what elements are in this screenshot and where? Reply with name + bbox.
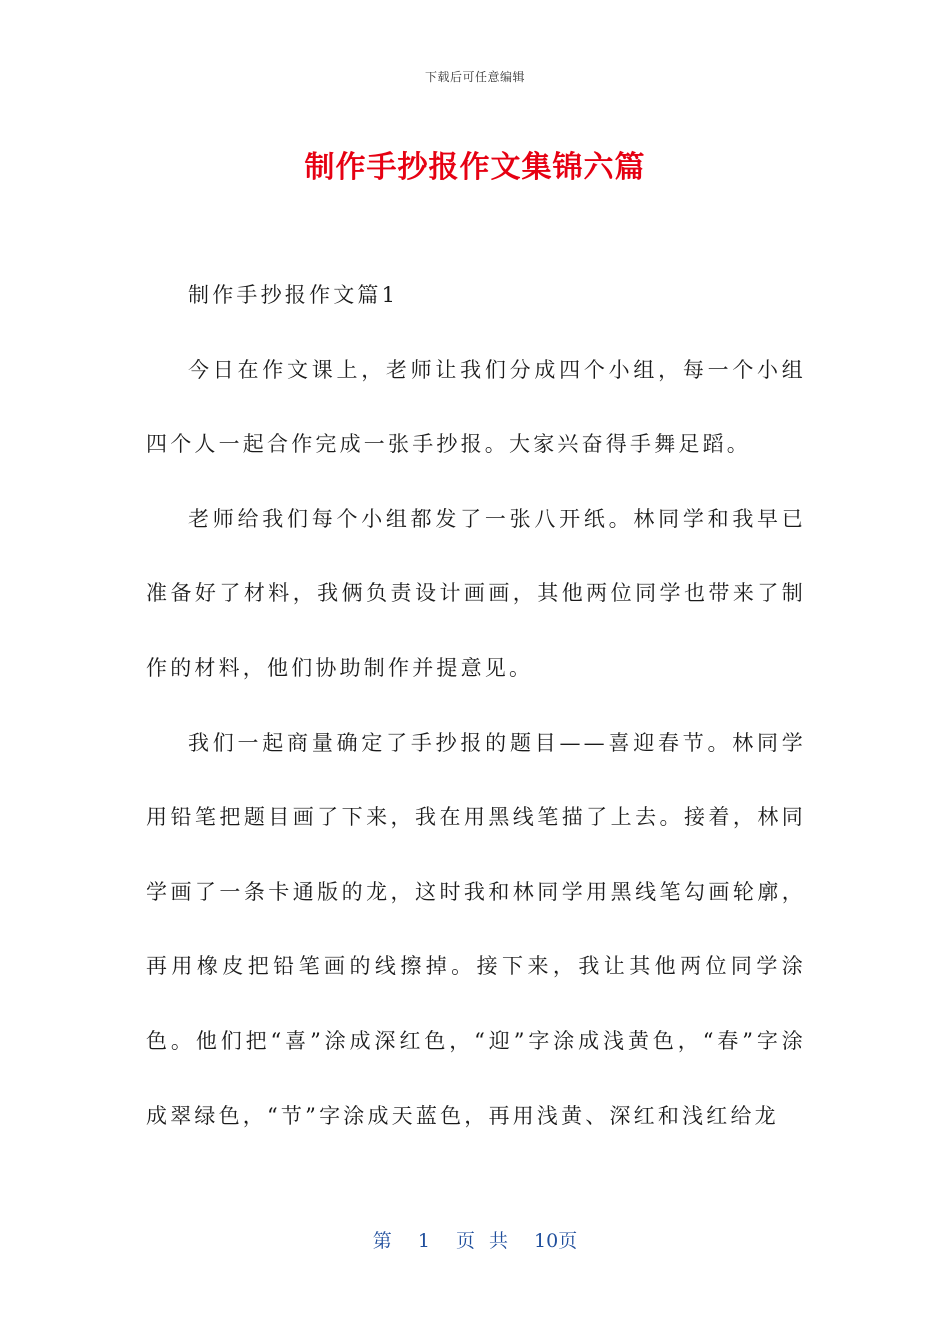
paragraph-3: 我们一起商量确定了手抄报的题目——喜迎春节。林同学用铅笔把题目画了下来，我在用黑线笔描了上去。接着，林同学画了一条卡通版的龙，这时我和林同学用黑线笔勾画轮廓，再用橡皮把铅笔画的线擦掉。接下来，我让其他两位同学涂色。他们把“喜”涂成深红色，“迎”字涂成浅黄色，“春”字涂成翠绿色，“节”字涂成天蓝色，再用浅黄、深红和浅红给龙 [146, 730, 806, 1128]
document-title: 制作手抄报作文集锦六篇 [304, 150, 646, 185]
footer-total-pages: 10页 [534, 1230, 578, 1252]
document-body [146, 258, 806, 1153]
section-heading: 制作手抄报作文篇1 [188, 283, 399, 307]
paragraph-2: 老师给我们每个小组都发了一张八开纸。林同学和我早已准备好了材料，我俩负责设计画画，其他两位同学也带来了制作的材料，他们协助制作并提意见。 [146, 506, 806, 680]
footer-page-number: 1 [417, 1230, 430, 1252]
page-footer [0, 1226, 950, 1253]
footer-middle: 页 共 [455, 1230, 508, 1252]
header-note: 下载后可任意编辑 [424, 70, 525, 84]
footer-prefix: 第 [372, 1230, 392, 1252]
paragraph-1: 今日在作文课上，老师让我们分成四个小组，每一个小组四个人一起合作完成一张手抄报。大家兴奋得手舞足蹈。 [146, 357, 806, 457]
